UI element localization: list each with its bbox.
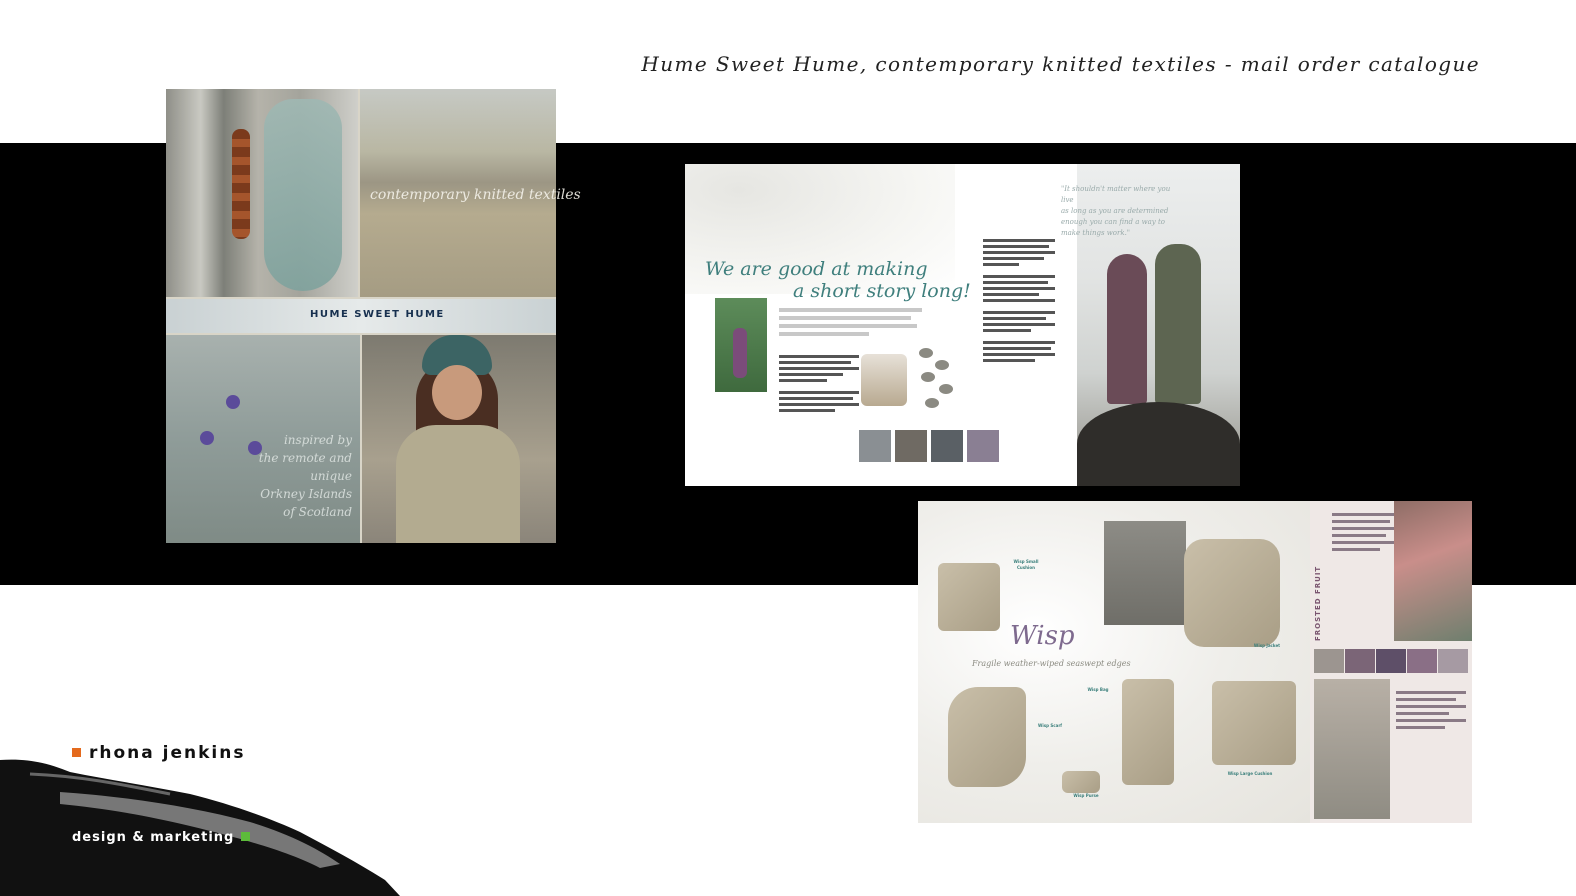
swatch [1314,649,1344,673]
wisp-bag [1122,679,1174,785]
leaf-photo [715,298,767,392]
body-text-column [983,236,1055,365]
knitted-jumper [396,425,520,543]
brand-name: rhona jenkins [72,743,245,763]
story-heading: We are good at making a short story long! [705,258,971,302]
orange-square-icon [72,748,81,757]
brand-tagline: design & marketing [72,830,250,845]
product-label: Wisp Purse [1073,793,1099,798]
swatch [1376,649,1406,673]
large-cushion [1212,681,1296,765]
swatch [1407,649,1437,673]
swatch [1438,649,1468,673]
wisp-subtitle: Fragile weather-wiped seaswept edges [972,659,1131,668]
brushstroke-hills [0,752,420,896]
frosted-fruit-page [1310,501,1472,823]
yarn-swatches [1314,649,1470,677]
thumbnail [931,430,963,462]
page-title: Hume Sweet Hume, contemporary knitted textiles - mail order catalogue [641,52,1480,76]
product-label: Wisp Bag [1087,687,1109,692]
cover-photo-shore [360,89,581,297]
wisp-page [918,501,1310,823]
model-photo [1104,521,1186,625]
cover-photo-flowers [166,335,360,543]
body-text-column [779,352,859,415]
cover-brand-strip [166,299,556,333]
product-label: Wisp Jacket [1253,643,1281,648]
woman [1155,244,1201,404]
swatch [1345,649,1375,673]
catalogue-spread-story [685,164,1240,486]
small-cushion [938,563,1000,631]
cover-photo-model [362,335,556,543]
flower [200,431,214,445]
wisp-title: Wisp [1010,621,1075,651]
thumbnail [967,430,999,462]
thumbnail [859,430,891,462]
product-label: Wisp Large Cushion [1227,771,1273,776]
thumbnail [895,430,927,462]
cover-poem: inspired by the remote and unique Orkney Islands of Scotland [258,433,352,519]
teacup-photo [1314,679,1390,819]
intro-text-block [779,304,929,340]
product-label: Wisp Small Cushion [1013,559,1039,570]
teacup-poem [1396,687,1466,733]
roses-photo [1394,501,1472,641]
knitted-stones [915,346,957,412]
rock [1077,402,1240,486]
wisp-purse [1062,771,1100,793]
rusted-chain [232,129,250,239]
green-square-icon [241,832,250,841]
pull-quote: "It shouldn't matter where you live as long as you are determined enough you can find a way to make things work." [1061,185,1171,237]
cover-tagline: contemporary knitted textiles [370,187,581,203]
girl-photo [861,354,907,406]
catalogue-cover [166,89,581,543]
catalogue-spread-wisp [918,501,1472,823]
frosted-fruit-poem [1332,509,1400,555]
flower [226,395,240,409]
wisp-scarf [948,687,1026,787]
woman [1107,254,1147,404]
frosted-fruit-label: FROSTED FRUIT [1314,565,1322,641]
wisp-jacket [1184,539,1280,647]
knitted-bag [264,99,342,291]
cover-brand: HUME SWEET HUME [310,309,445,320]
cover-photo-bag [166,89,358,297]
product-label: Wisp Scarf [1037,723,1063,728]
